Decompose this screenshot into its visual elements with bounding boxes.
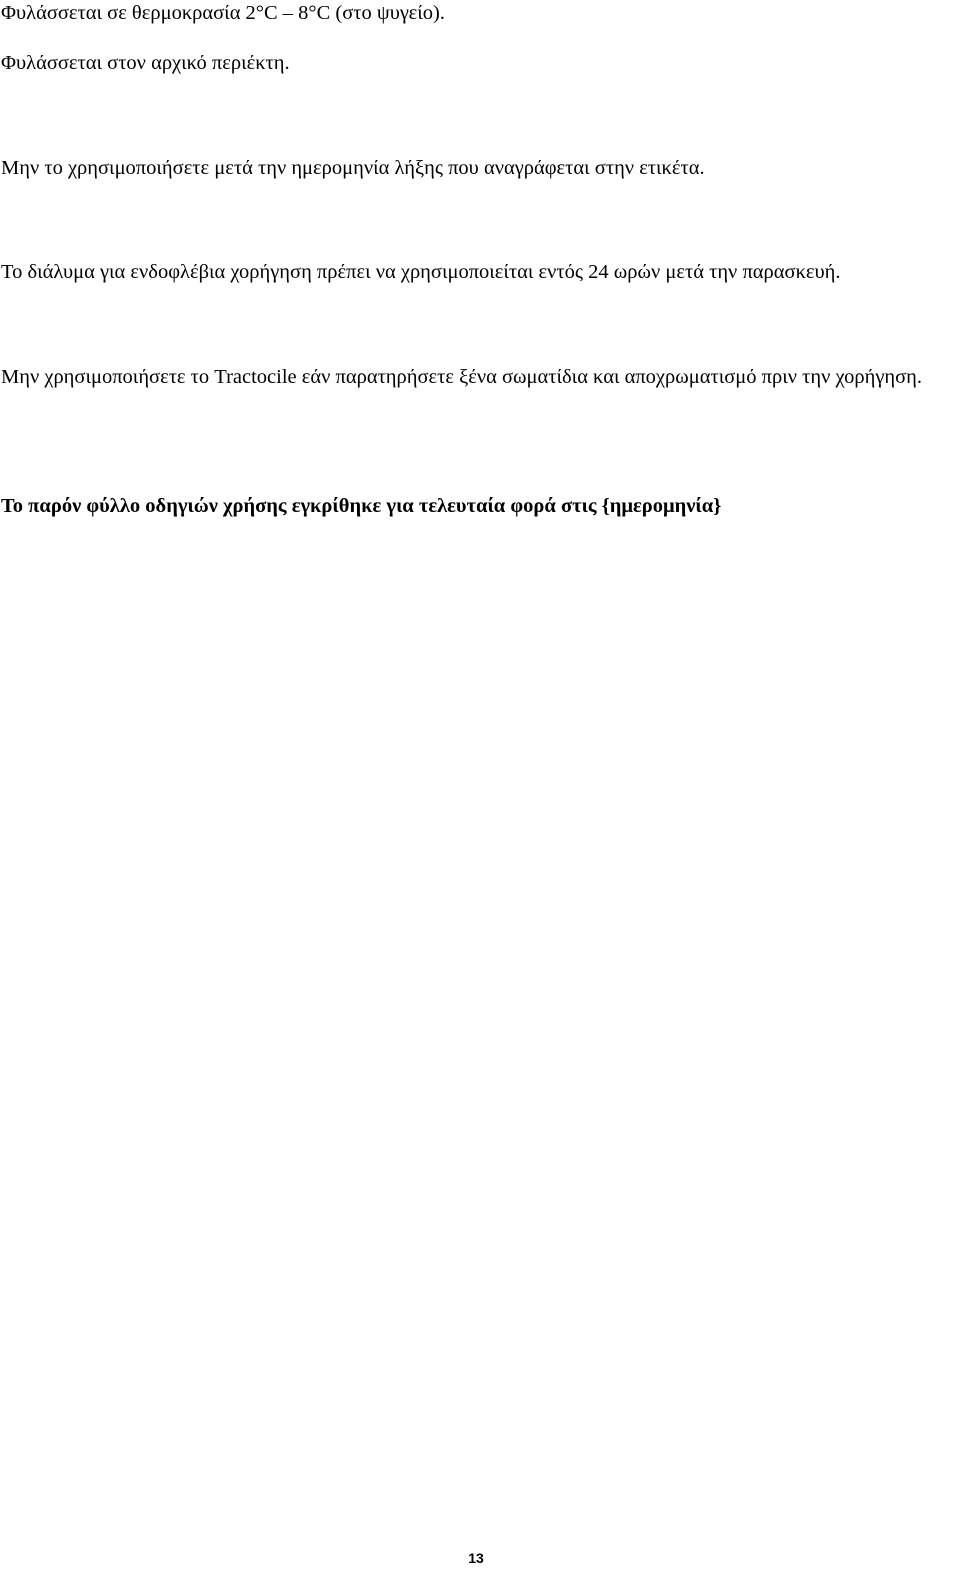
approval-date-statement: Το παρόν φύλλο οδηγιών χρήσης εγκρίθηκε για τελευταία φορά στις {ημερομηνία}	[1, 495, 722, 517]
page-number: 13	[468, 1550, 484, 1566]
expiry-warning-text: Μην το χρησιμοποιήσετε μετά την ημερομηνία λήξης που αναγράφεται στην ετικέτα.	[1, 157, 705, 179]
storage-temperature-text: Φυλάσσεται σε θερμοκρασία 2°C – 8°C (στο ψυγείο).	[1, 2, 445, 24]
visual-inspection-text: Μην χρησιμοποιήσετε το Tractocile εάν παρατηρήσετε ξένα σωματίδια και αποχρωματισμό πριν την χορήγηση.	[1, 366, 923, 388]
solution-usage-text: Το διάλυμα για ενδοφλέβια χορήγηση πρέπει να χρησιμοποιείται εντός 24 ωρών μετά την παρασκευή.	[1, 261, 841, 283]
storage-container-text: Φυλάσσεται στον αρχικό περιέκτη.	[1, 52, 290, 74]
